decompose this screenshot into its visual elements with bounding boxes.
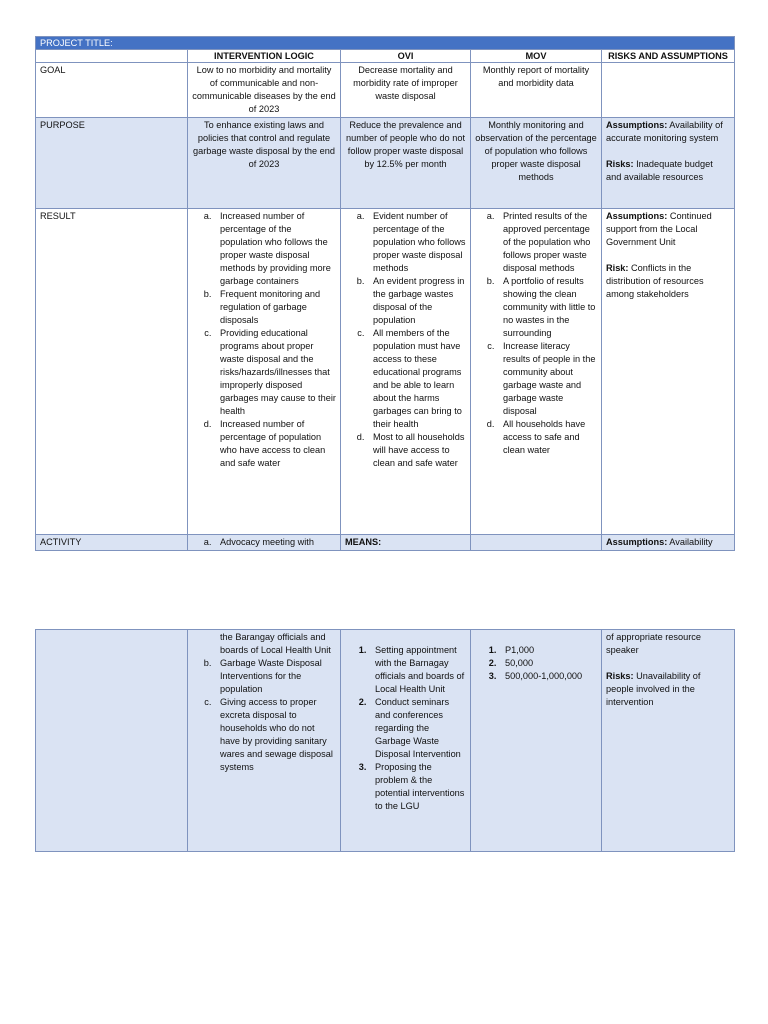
list-item: 2. 50,000 — [499, 657, 597, 670]
result-assumptions-text: Continued support from the Local Government Unit — [606, 211, 712, 247]
activity-risks-assumptions-continued — [602, 630, 735, 852]
activity-risks-text: Unavailability of people involved in the intervention — [606, 671, 701, 707]
list-item: a. Printed results of the approved percentage of the population who follows proper waste disposal methods — [497, 210, 597, 275]
header-mov: MOV — [471, 50, 602, 63]
list-item: 2. Conduct seminars and conferences regarding the Garbage Waste Disposal Intervention — [369, 696, 466, 761]
header-blank — [36, 50, 188, 63]
list-item: a. Evident number of percentage of the population who follows proper waste disposal methods — [367, 210, 466, 275]
list-item: c. Increase literacy results of people in the community about garbage waste and garbage waste disposal — [497, 340, 597, 418]
list-item: 3. Proposing the problem & the potential interventions to the LGU — [369, 761, 466, 813]
list-item: a. Advocacy meeting with — [214, 536, 336, 549]
header-risks-assumptions: RISKS AND ASSUMPTIONS — [602, 50, 735, 63]
activity-label-blank — [36, 630, 188, 852]
list-item: c. All members of the population must have access to these educational programs and be able to learn about the harms garbages can bring to their health — [367, 327, 466, 431]
activity-means — [341, 535, 471, 551]
activity-costs — [471, 630, 602, 852]
list-item: d. Increased number of percentage of population who have access to clean and safe water — [214, 418, 336, 470]
result-risks-text: Conflicts in the distribution of resources among stakeholders — [606, 263, 704, 299]
activity-row — [36, 535, 735, 551]
purpose-assumptions-label: Assumptions: — [606, 120, 668, 130]
list-item: a. Increased number of percentage of the population who follows the proper waste disposal methods by providing more garbage containers — [214, 210, 336, 288]
purpose-row — [36, 118, 735, 209]
purpose-risks — [606, 158, 730, 184]
activity-row-continued — [36, 630, 735, 852]
result-assumptions-label: Assumptions: — [606, 211, 668, 221]
result-intervention — [188, 209, 341, 535]
purpose-assumptions — [606, 119, 730, 145]
activity-intervention-continued — [188, 630, 341, 852]
purpose-label: PURPOSE — [36, 118, 188, 209]
result-risks — [606, 262, 730, 301]
list-item: b. Frequent monitoring and regulation of garbage disposals — [214, 288, 336, 327]
goal-risks — [602, 63, 735, 118]
activity-risks-assumptions — [602, 535, 735, 551]
activity-assumptions-text: Availability — [667, 537, 713, 547]
goal-label: GOAL — [36, 63, 188, 118]
list-item: b. An evident progress in the garbage wastes disposal of the population — [367, 275, 466, 327]
list-item: c. Providing educational programs about proper waste disposal and the risks/hazards/illnesses that improperly disposed garbages may cause to their health — [214, 327, 336, 418]
activity-means-list — [341, 630, 471, 852]
activity-assumptions-label: Assumptions: — [606, 537, 668, 547]
list-item: b. Garbage Waste Disposal Interventions for the population — [214, 657, 336, 696]
list-item: d. Most to all households will have access to clean and safe water — [367, 431, 466, 470]
goal-row — [36, 63, 735, 118]
activity-mov — [471, 535, 602, 551]
activity-risks — [606, 670, 730, 709]
logframe-table-continued — [35, 629, 735, 852]
goal-ovi: Decrease mortality and morbidity rate of improper waste disposal — [341, 63, 471, 118]
purpose-mov: Monthly monitoring and observation of the percentage of population who follows proper waste disposal methods — [471, 118, 602, 209]
purpose-intervention: To enhance existing laws and policies that control and regulate garbage waste disposal by the end of 2023 — [188, 118, 341, 209]
goal-intervention: Low to no morbidity and mortality of communicable and non-communicable diseases by the end of 2023 — [188, 63, 341, 118]
purpose-assumptions-text: Availability of accurate monitoring system — [606, 120, 723, 143]
list-item: c. Giving access to proper excreta disposal to households who do not have by providing sanitary wares and sewage disposal systems — [214, 696, 336, 774]
list-item: b. A portfolio of results showing the clean community with little to no wastes in the surrounding — [497, 275, 597, 340]
logframe-table — [35, 36, 735, 551]
result-ovi — [341, 209, 471, 535]
result-mov — [471, 209, 602, 535]
activity-intervention — [188, 535, 341, 551]
result-risks-assumptions — [602, 209, 735, 535]
purpose-ovi: Reduce the prevalence and number of people who do not follow proper waste disposal by 12.5% per month — [341, 118, 471, 209]
result-assumptions — [606, 210, 730, 249]
purpose-risks-assumptions — [602, 118, 735, 209]
activity-label: ACTIVITY — [36, 535, 188, 551]
list-item: 1. P1,000 — [499, 644, 597, 657]
activity-assumptions-continued: of appropriate resource speaker — [606, 632, 701, 655]
purpose-risks-text: Inadequate budget and available resources — [606, 159, 713, 182]
list-item-continued: the Barangay officials and boards of Local Health Unit — [220, 632, 331, 655]
means-label: MEANS: — [345, 537, 382, 547]
result-risks-label: Risk: — [606, 263, 629, 273]
goal-mov: Monthly report of mortality and morbidity data — [471, 63, 602, 118]
list-item: 1. Setting appointment with the Barnagay officials and boards of Local Health Unit — [369, 644, 466, 696]
list-item: d. All households have access to safe and clean water — [497, 418, 597, 457]
purpose-risks-label: Risks: — [606, 159, 634, 169]
header-ovi: OVI — [341, 50, 471, 63]
list-item: 3. 500,000-1,000,000 — [499, 670, 597, 683]
header-intervention-logic: INTERVENTION LOGIC — [188, 50, 341, 63]
header-row — [36, 50, 735, 63]
result-row — [36, 209, 735, 535]
project-title-label: PROJECT TITLE: — [36, 37, 735, 50]
project-title-row — [36, 37, 735, 50]
result-label: RESULT — [36, 209, 188, 535]
activity-risks-label: Risks: — [606, 671, 634, 681]
